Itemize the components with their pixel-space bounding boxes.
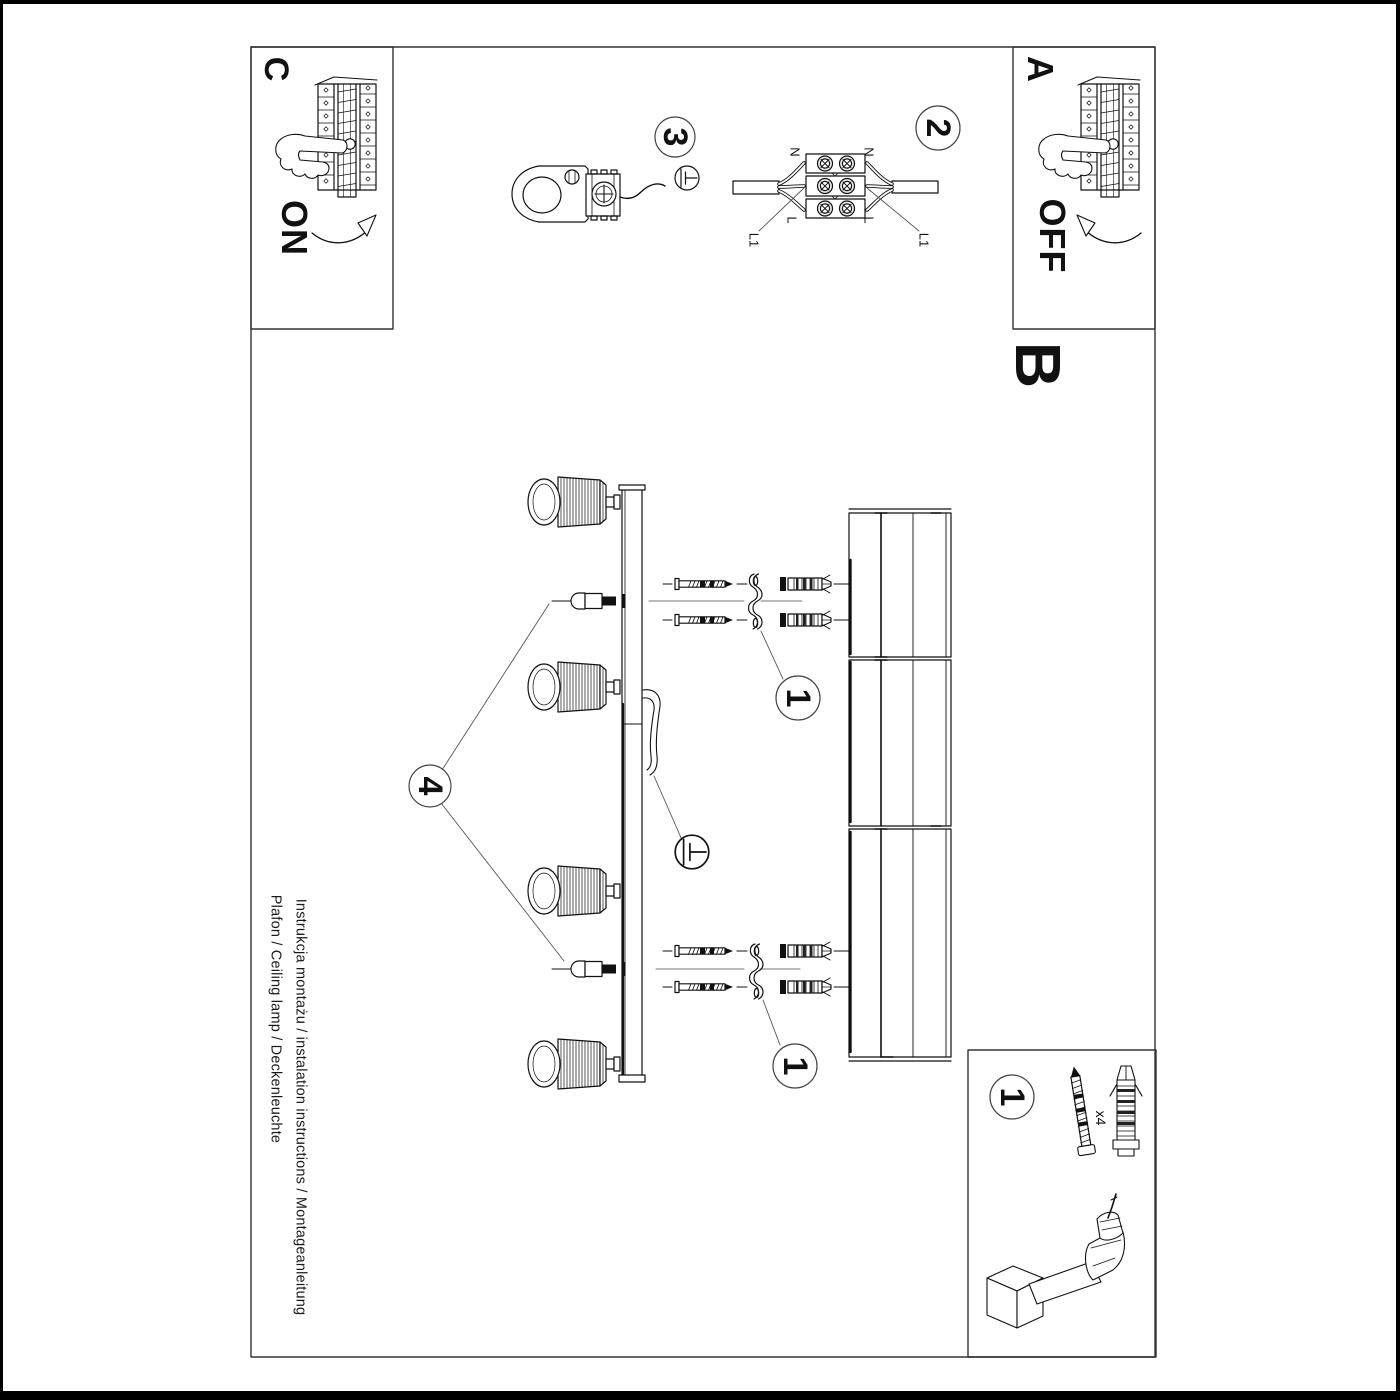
step-2-number: 2 <box>919 118 957 138</box>
parts-qty-label: x4 <box>1093 1110 1109 1126</box>
wire-label-l1-right: L1 <box>916 232 932 248</box>
drill-icon <box>987 1194 1125 1328</box>
main-frame <box>251 47 1155 1357</box>
wall-anchor-icon <box>1110 1066 1142 1156</box>
screw-icon <box>1065 1065 1096 1156</box>
spotlight-bar-illustration <box>528 477 660 1089</box>
l1-leader-right <box>867 188 919 231</box>
ceiling-hook-illustration <box>512 166 665 222</box>
wire-label-n-left: N <box>787 147 803 157</box>
footer-product-line: Plafon / Ceiling lamp / Deckenleuchte <box>267 894 284 1144</box>
hanging-cord <box>643 698 654 770</box>
step-1-number-lower: 1 <box>776 1056 814 1076</box>
ground-wire <box>620 184 665 198</box>
leader-line <box>654 776 682 840</box>
box-a-label: A <box>1020 56 1061 82</box>
step-1-number-upper: 1 <box>779 688 817 708</box>
diagram-canvas <box>3 4 1400 1400</box>
rotate-arrow-icon <box>312 215 376 243</box>
leader-line <box>761 631 783 679</box>
wire-label-n-right: N <box>861 147 877 157</box>
wire-label-l-right: L <box>861 216 877 224</box>
box-c-state-label: ON <box>274 200 315 256</box>
section-b-label: B <box>1002 341 1074 389</box>
step-4-number: 4 <box>411 776 449 796</box>
leader-line <box>763 1000 780 1045</box>
footer-title-line: Instrukcja montażu / instalation instructions / Montageanleitung <box>292 898 309 1316</box>
rotate-arrow-icon <box>1077 215 1141 243</box>
guide-lines <box>649 601 802 969</box>
terminal-block-illustration <box>733 154 938 231</box>
box-c-label: C <box>257 56 295 82</box>
box-a-state-label: OFF <box>1032 198 1073 274</box>
step-3-number: 3 <box>656 127 694 147</box>
wire-label-l-left: L <box>784 216 800 224</box>
ceiling-panel <box>849 509 951 1061</box>
parts-number: 1 <box>993 1087 1031 1107</box>
wire-label-l1-left: L1 <box>746 232 762 248</box>
